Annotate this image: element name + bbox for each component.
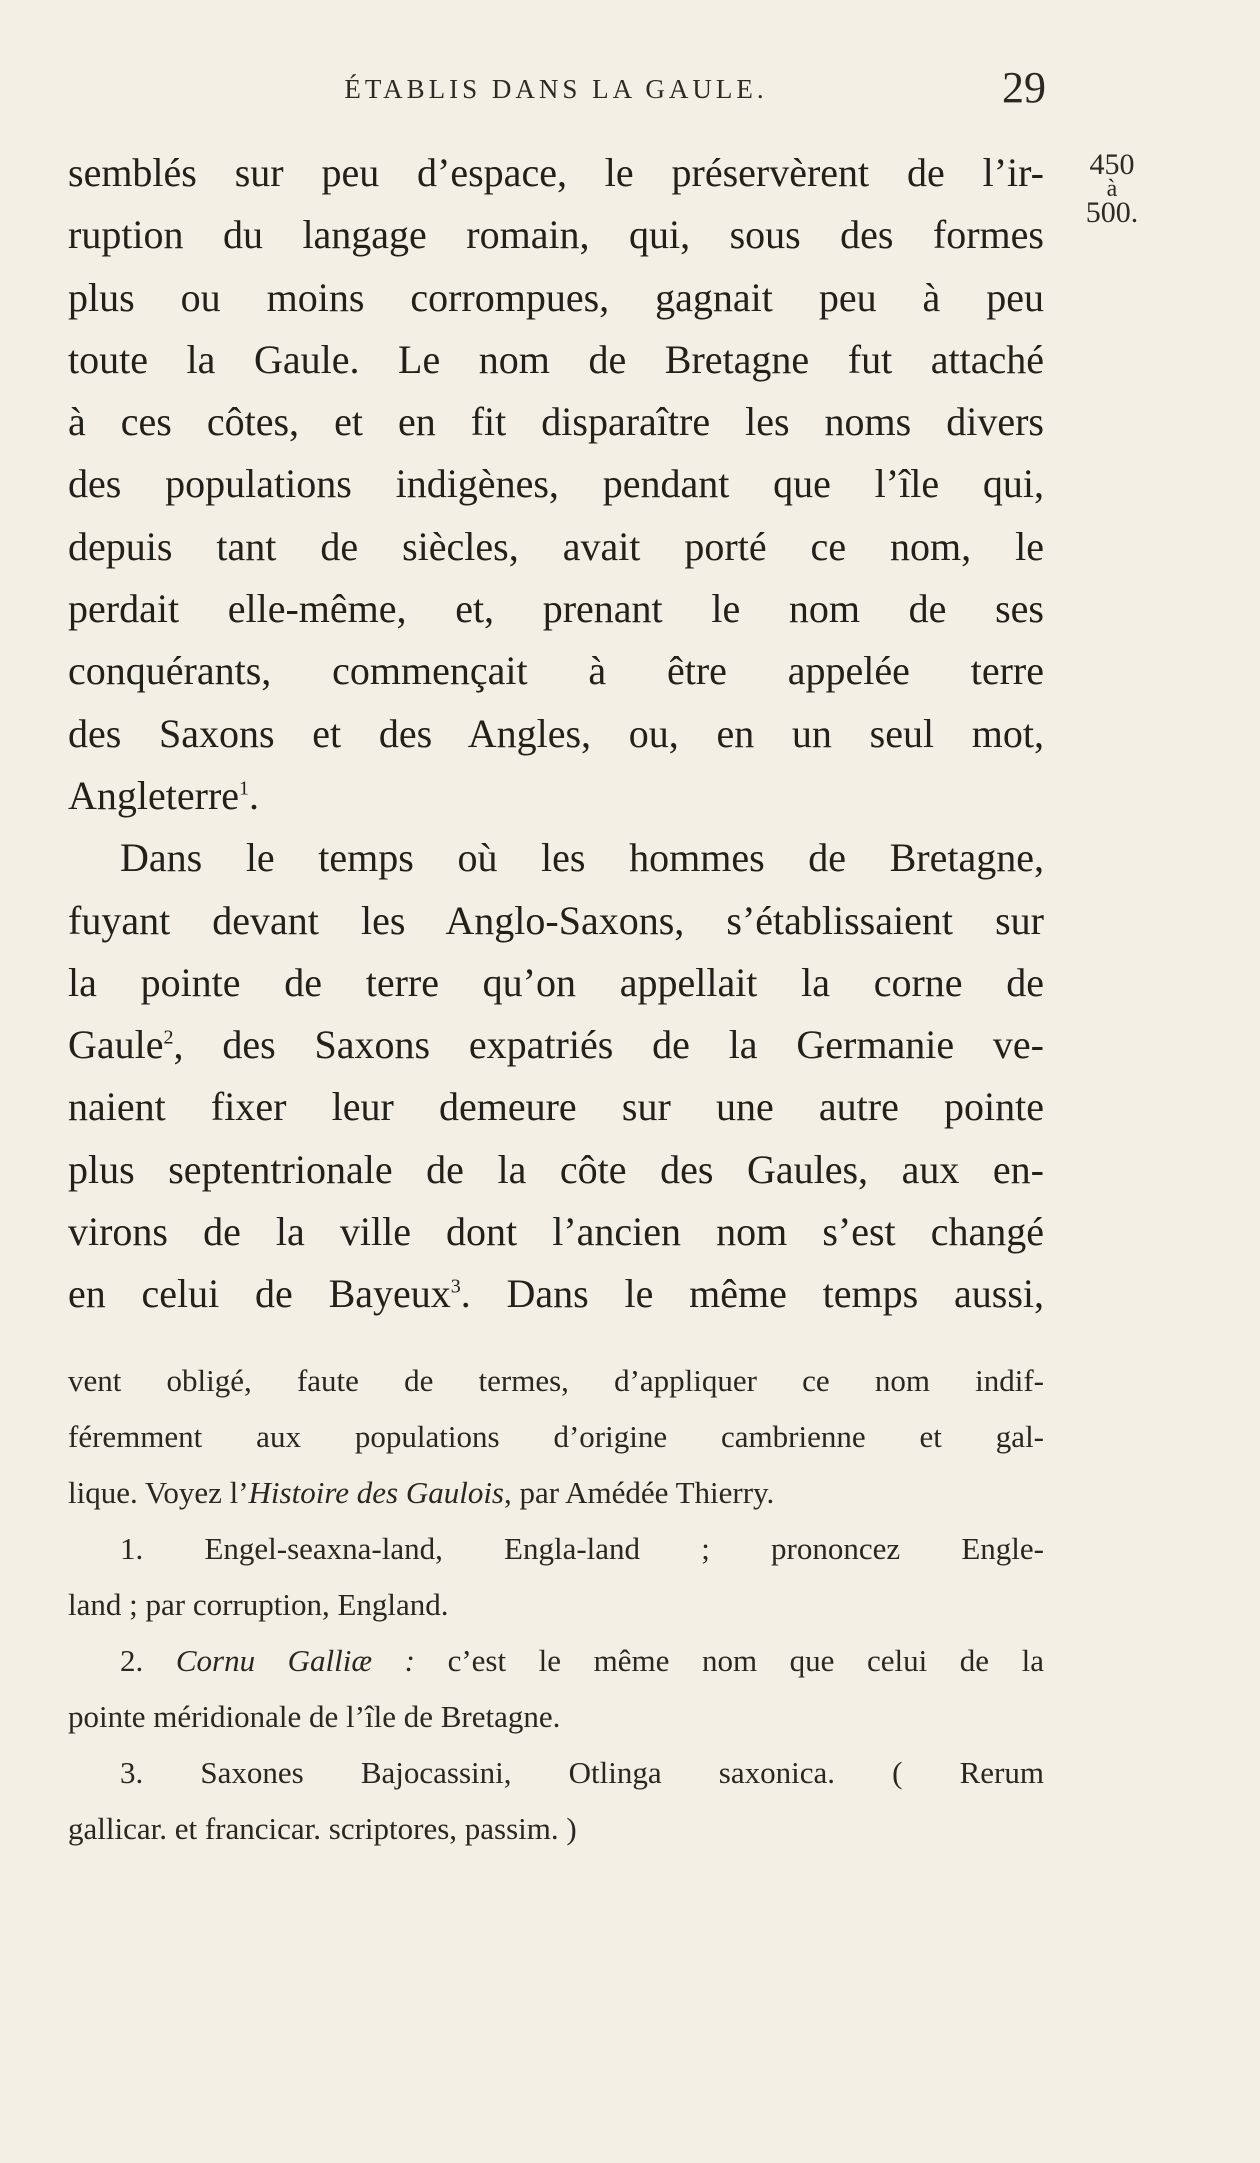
footnote-line: land ; par corruption, England. [68,1587,449,1622]
text-fragment: . [249,772,260,818]
main-text [68,142,1044,1326]
text-line [68,1014,1044,1076]
book-title: Histoire des Gaulois [248,1475,504,1510]
text-line: à ces côtes, et en fit disparaître les noms divers [68,399,1044,445]
text-line: la pointe de terre qu’on appellait la corne de [68,959,1044,1005]
footnote-number: 2. [120,1643,176,1678]
text-fragment: , des Saxons expatriés de la Germanie ve- [173,1022,1044,1068]
margin-date-separator: à [1106,176,1118,202]
text-line: naient fixer leur demeure sur une autre pointe [68,1084,1044,1130]
footnote-line: pointe méridionale de l’île de Bretagne. [68,1699,561,1734]
text-line: plus ou moins corrompues, gagnait peu à peu [68,274,1044,320]
footnote-line: vent obligé, faute de termes, d’appliquer ce nom indif- [68,1363,1044,1398]
running-title: ÉTABLIS DANS LA GAULE. [344,74,768,104]
text-line: des Saxons et des Angles, ou, en un seul mot, [68,710,1044,756]
text-line: virons de la ville dont l’ancien nom s’est changé [68,1209,1044,1255]
footnote-2 [68,1633,1044,1689]
text-line: semblés sur peu d’espace, le préservèrent de l’ir- [68,150,1044,195]
text-line: ruption du langage romain, qui, sous des formes [68,212,1044,258]
text-line: des populations indigènes, pendant que l’île qui, [68,461,1044,507]
text-line: depuis tant de siècles, avait porté ce nom, le [68,523,1044,569]
footnote-line: gallicar. et francicar. scriptores, passim. ) [68,1811,577,1846]
footnote-1: 1. Engel-seaxna-land, Engla-land ; prononcez Engle- [120,1531,1044,1566]
text-line [68,765,1044,827]
text-fragment: Angleterre [68,772,240,818]
text-fragment: , par Amédée Thierry. [504,1475,775,1510]
page-number: 29 [1002,63,1046,112]
text-fragment: Gaule [68,1022,164,1068]
margin-date-to: 500. [1085,196,1139,229]
footnote-ref-1: 1 [239,777,250,800]
footnote-ref-2: 2 [163,1026,174,1049]
text-line: conquérants, commençait à être appelée terre [68,648,1044,694]
text-fragment: . Dans le même temps aussi, [460,1271,1044,1317]
text-line: fuyant devant les Anglo-Saxons, s’établissaient sur [68,897,1044,943]
running-head [66,62,1046,112]
text-fragment: lique. Voyez l’ [68,1475,249,1510]
footnotes [68,1353,1044,1857]
text-line: Dans le temps où les hommes de Bretagne, [120,835,1044,881]
footnote-line: féremment aux populations d’origine cambrienne et gal- [68,1419,1044,1454]
text-fragment: c’est le même nom que celui de la [414,1643,1045,1678]
text-line: toute la Gaule. Le nom de Bretagne fut attaché [68,336,1044,382]
text-fragment: en celui de Bayeux [68,1271,451,1317]
text-line [68,1263,1044,1325]
footnote-line [68,1465,1044,1521]
margin-date-from: 450 [1089,148,1135,181]
latin-term: Cornu Galliæ : [175,1643,415,1678]
margin-date-note [1064,150,1160,228]
text-line: perdait elle-même, et, prenant le nom de ses [68,586,1044,632]
footnote-3: 3. Saxones Bajocassini, Otlinga saxonica. ( Rerum [120,1755,1044,1790]
footnote-ref-3: 3 [450,1276,461,1299]
text-line: plus septentrionale de la côte des Gaules, aux en- [68,1146,1044,1192]
